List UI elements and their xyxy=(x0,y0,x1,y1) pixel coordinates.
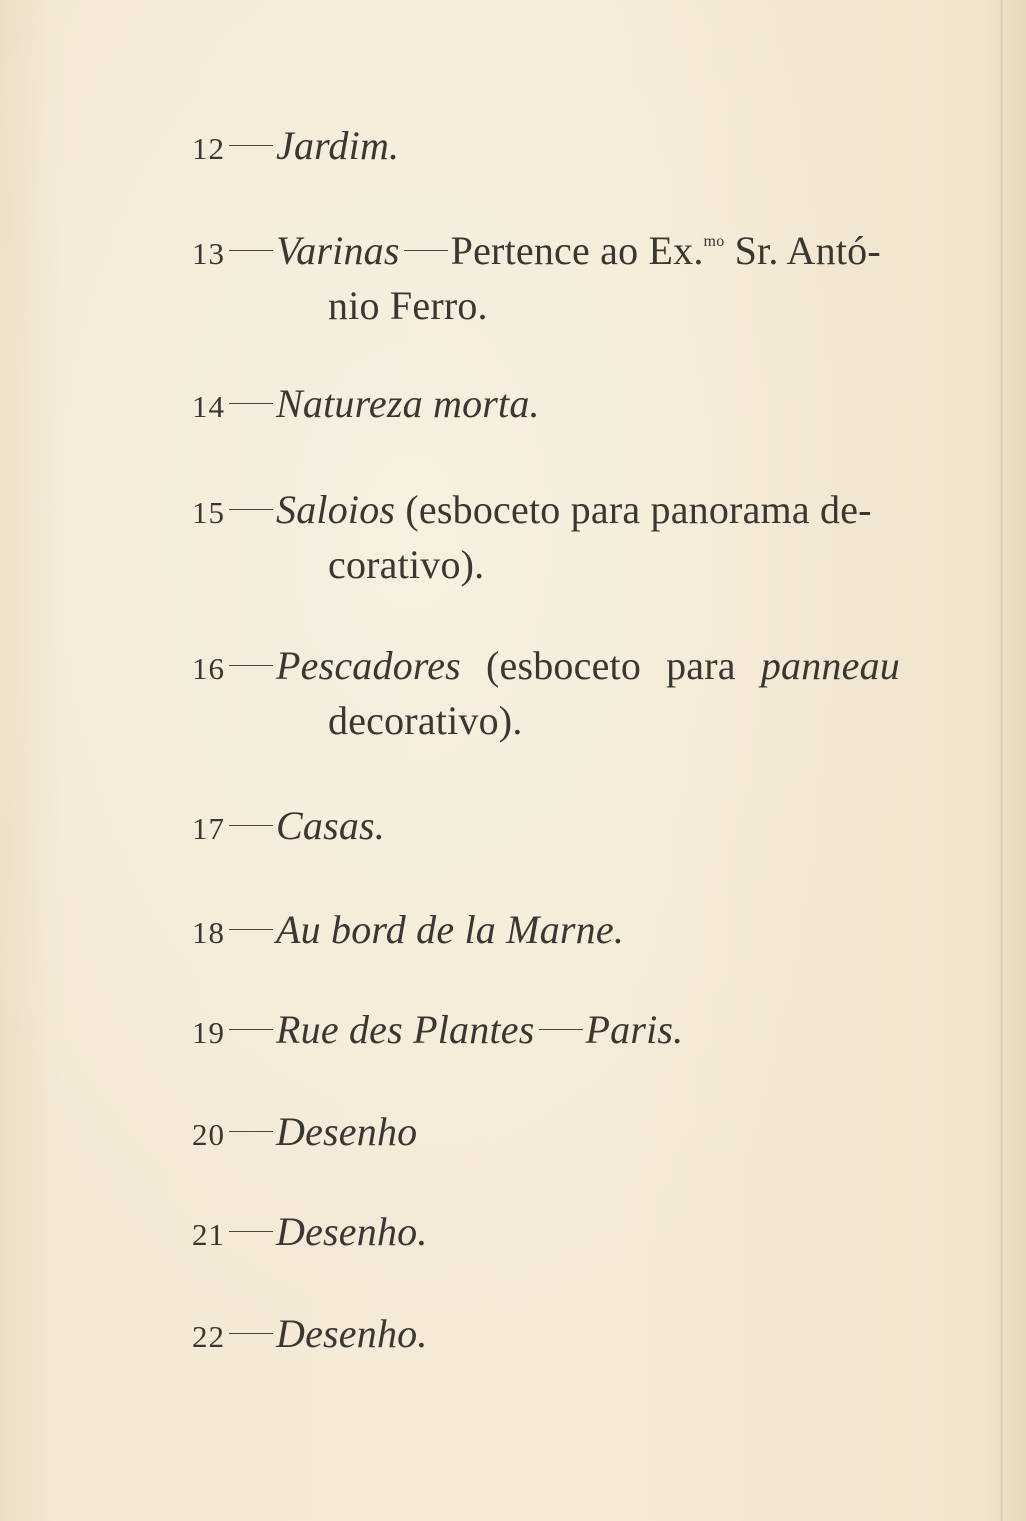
entry-title: Pescadores xyxy=(276,643,461,688)
entry-number: 12 xyxy=(192,131,225,166)
entry-owner-text: Pertence ao Ex. xyxy=(450,228,704,273)
catalogue-entry-21 xyxy=(192,1206,912,1261)
em-dash xyxy=(229,929,273,930)
entry-title: Rue des Plantes xyxy=(276,1007,535,1052)
entry-number: 14 xyxy=(192,389,225,424)
em-dash xyxy=(229,145,273,146)
catalogue-entry-13 xyxy=(192,225,912,332)
entry-location: Paris. xyxy=(585,1007,684,1052)
catalogue-entry-12 xyxy=(192,120,912,175)
entry-number: 15 xyxy=(192,495,225,530)
entry-title: Au bord de la Marne. xyxy=(276,907,625,952)
catalogue-entry-19 xyxy=(192,1004,912,1059)
em-dash xyxy=(229,1231,273,1232)
superscript-mo: mo xyxy=(703,232,725,250)
entry-justified-line xyxy=(192,640,900,695)
entry-title: Varinas xyxy=(276,228,400,273)
entry-description-italic: panneau xyxy=(760,643,900,688)
page-fold-line xyxy=(1000,0,1003,1521)
entry-description-b: para xyxy=(666,643,736,688)
entry-title: Natureza morta. xyxy=(276,381,540,426)
catalogue-entry-15 xyxy=(192,484,912,591)
em-dash xyxy=(229,1029,273,1030)
entry-continuation: nio Ferro. xyxy=(328,283,488,328)
entry-title: Desenho xyxy=(276,1109,418,1154)
entry-number: 16 xyxy=(192,651,225,686)
entry-title: Desenho. xyxy=(276,1209,428,1254)
catalogue-entry-18 xyxy=(192,904,912,959)
entry-number: 20 xyxy=(192,1117,225,1152)
em-dash xyxy=(229,825,273,826)
catalogue-entry-22 xyxy=(192,1308,912,1363)
catalogue-entry-20 xyxy=(192,1106,912,1161)
entry-title: Jardim. xyxy=(276,123,400,168)
entry-number: 21 xyxy=(192,1217,225,1252)
entry-description-a: (esboceto xyxy=(485,643,642,688)
em-dash xyxy=(229,1131,273,1132)
entry-lead xyxy=(192,640,461,695)
em-dash xyxy=(539,1029,583,1030)
entry-number: 22 xyxy=(192,1319,225,1354)
entry-number: 18 xyxy=(192,915,225,950)
entry-number: 19 xyxy=(192,1015,225,1050)
em-dash xyxy=(229,403,273,404)
entry-continuation: decorativo). xyxy=(328,698,523,743)
entry-description: (esboceto para panorama de- xyxy=(405,487,872,532)
catalogue-entry-16 xyxy=(192,640,912,747)
catalogue-entry-17 xyxy=(192,800,912,855)
em-dash xyxy=(229,665,273,666)
em-dash xyxy=(229,509,273,510)
em-dash xyxy=(229,250,273,251)
entry-title: Casas. xyxy=(276,803,386,848)
entry-number: 13 xyxy=(192,236,225,271)
entry-owner-name: Sr. Antó- xyxy=(734,228,881,273)
entry-continuation: corativo). xyxy=(328,542,485,587)
entry-title: Saloios xyxy=(276,487,396,532)
em-dash xyxy=(229,1333,273,1334)
em-dash xyxy=(404,250,448,251)
entry-title: Desenho. xyxy=(276,1311,428,1356)
catalogue-entry-14 xyxy=(192,378,912,433)
entry-number: 17 xyxy=(192,811,225,846)
